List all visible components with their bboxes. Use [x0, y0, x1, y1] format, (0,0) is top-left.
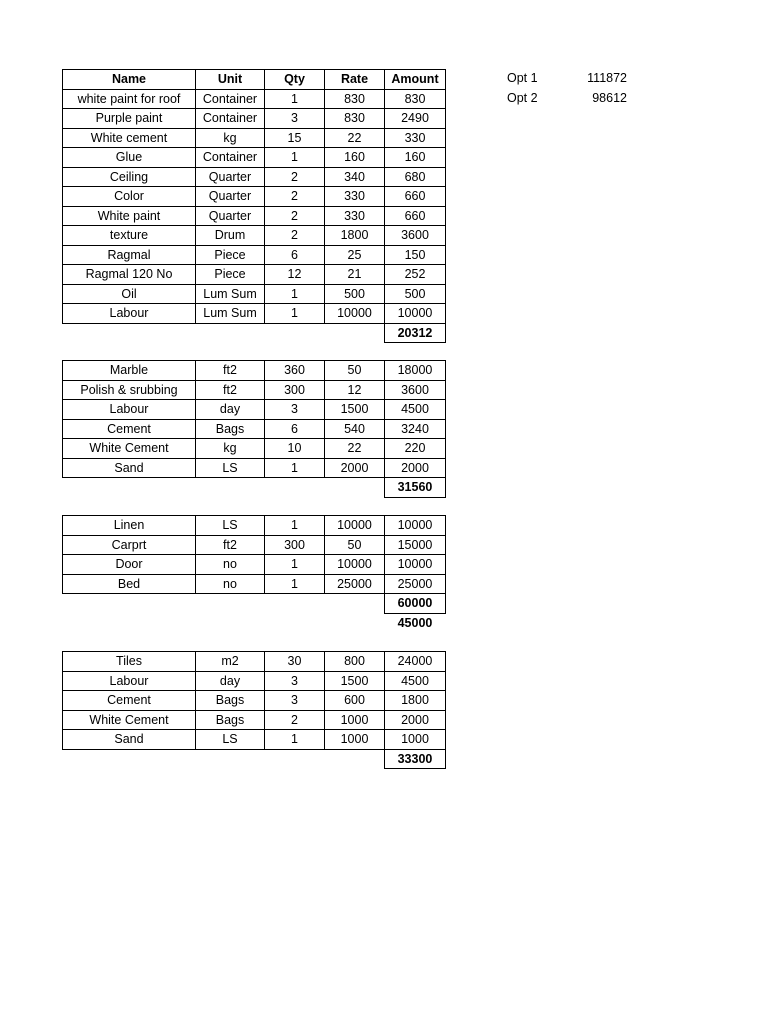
cell-rate[interactable]: 830: [325, 109, 385, 129]
empty-cell: [63, 749, 196, 769]
cell-name[interactable]: Carprt: [63, 535, 196, 555]
cell-qty[interactable]: 300: [265, 535, 325, 555]
cell-qty[interactable]: 12: [265, 265, 325, 285]
cell-amount[interactable]: 2000: [385, 458, 446, 478]
empty-cell: [196, 613, 265, 632]
cell-rate[interactable]: 600: [325, 691, 385, 711]
empty-cell: [325, 478, 385, 498]
cell-name[interactable]: Labour: [63, 671, 196, 691]
cell-rate[interactable]: 25000: [325, 574, 385, 594]
cell-amount[interactable]: 160: [385, 148, 446, 168]
cell-amount[interactable]: 10000: [385, 304, 446, 324]
cell-qty[interactable]: 3: [265, 691, 325, 711]
cell-qty[interactable]: 1: [265, 730, 325, 750]
table-row: [63, 458, 446, 478]
cell-name[interactable]: Linen: [63, 516, 196, 536]
option-row: [490, 69, 627, 89]
header-name[interactable]: Name: [63, 70, 196, 90]
cell-amount[interactable]: 2490: [385, 109, 446, 129]
header-qty[interactable]: Qty: [265, 70, 325, 90]
total-cell[interactable]: 33300: [385, 749, 446, 769]
cell-amount[interactable]: 18000: [385, 361, 446, 381]
cell-rate[interactable]: 21: [325, 265, 385, 285]
cell-unit[interactable]: no: [196, 555, 265, 575]
empty-cell: [325, 613, 385, 632]
cell-amount[interactable]: 3600: [385, 226, 446, 246]
total-row: [63, 613, 446, 632]
cell-qty[interactable]: 1: [265, 516, 325, 536]
cell-rate[interactable]: 22: [325, 128, 385, 148]
cell-qty[interactable]: 2: [265, 187, 325, 207]
table-row: [63, 691, 446, 711]
cell-name[interactable]: Labour: [63, 400, 196, 420]
cell-amount[interactable]: 150: [385, 245, 446, 265]
cell-unit[interactable]: day: [196, 400, 265, 420]
cell-rate[interactable]: 330: [325, 187, 385, 207]
cell-name[interactable]: White cement: [63, 128, 196, 148]
cell-rate[interactable]: 10000: [325, 555, 385, 575]
total-cell[interactable]: 20312: [385, 323, 446, 343]
cell-unit[interactable]: Bags: [196, 691, 265, 711]
table-row: [63, 439, 446, 459]
cell-unit[interactable]: day: [196, 671, 265, 691]
cell-qty[interactable]: 1: [265, 284, 325, 304]
empty-cell: [196, 323, 265, 343]
header-unit[interactable]: Unit: [196, 70, 265, 90]
cell-qty[interactable]: 1: [265, 304, 325, 324]
table-row: [63, 226, 446, 246]
extra-total-cell[interactable]: 45000: [397, 615, 433, 630]
table-row: [63, 400, 446, 420]
cell-qty[interactable]: 6: [265, 245, 325, 265]
table-row: [63, 574, 446, 594]
cell-qty[interactable]: 1: [265, 574, 325, 594]
cell-amount[interactable]: 500: [385, 284, 446, 304]
cell-name[interactable]: White paint: [63, 206, 196, 226]
empty-cell: [325, 749, 385, 769]
cell-amount[interactable]: 10000: [385, 516, 446, 536]
cell-name[interactable]: Cement: [63, 419, 196, 439]
empty-cell: [63, 478, 196, 498]
cell-unit[interactable]: Drum: [196, 226, 265, 246]
cell-name[interactable]: Glue: [63, 148, 196, 168]
cell-amount[interactable]: 25000: [385, 574, 446, 594]
table-row: [63, 206, 446, 226]
table-row: [63, 304, 446, 324]
cell-name[interactable]: Color: [63, 187, 196, 207]
cell-rate[interactable]: 2000: [325, 458, 385, 478]
cell-qty[interactable]: 300: [265, 380, 325, 400]
cell-rate[interactable]: 1500: [325, 671, 385, 691]
table-row: [63, 128, 446, 148]
cell-rate[interactable]: 10000: [325, 304, 385, 324]
options-summary: [490, 69, 627, 108]
table-row: [63, 516, 446, 536]
cell-qty[interactable]: 2: [265, 206, 325, 226]
table-row: [63, 167, 446, 187]
total-row: [63, 323, 446, 343]
cell-name[interactable]: Sand: [63, 458, 196, 478]
cell-amount[interactable]: 1000: [385, 730, 446, 750]
cell-name[interactable]: Tiles: [63, 652, 196, 672]
table-row: [63, 671, 446, 691]
cell-amount[interactable]: 15000: [385, 535, 446, 555]
cell-unit[interactable]: Container: [196, 89, 265, 109]
cell-amount[interactable]: 252: [385, 265, 446, 285]
option-label[interactable]: Opt 2: [507, 90, 538, 105]
cell-rate[interactable]: 1500: [325, 400, 385, 420]
table-body: [63, 516, 446, 633]
cell-unit[interactable]: Quarter: [196, 167, 265, 187]
cell-qty[interactable]: 2: [265, 167, 325, 187]
table-row: [63, 535, 446, 555]
cell-unit[interactable]: LS: [196, 730, 265, 750]
table-row: [63, 187, 446, 207]
cell-rate[interactable]: 22: [325, 439, 385, 459]
option-value[interactable]: 111872: [587, 71, 627, 85]
total-row: [63, 594, 446, 614]
cell-name[interactable]: Sand: [63, 730, 196, 750]
cell-unit[interactable]: Lum Sum: [196, 304, 265, 324]
cell-rate[interactable]: 540: [325, 419, 385, 439]
empty-cell: [196, 594, 265, 614]
empty-cell: [63, 613, 196, 632]
cell-unit[interactable]: kg: [196, 128, 265, 148]
table-row: [63, 148, 446, 168]
option-row: [490, 89, 627, 109]
option-value[interactable]: 98612: [592, 90, 627, 105]
cell-name[interactable]: texture: [63, 226, 196, 246]
cell-amount[interactable]: 1800: [385, 691, 446, 711]
cell-qty[interactable]: 1: [265, 148, 325, 168]
cell-qty[interactable]: 360: [265, 361, 325, 381]
cell-unit[interactable]: Bags: [196, 710, 265, 730]
cell-unit[interactable]: LS: [196, 516, 265, 536]
table-row: [63, 419, 446, 439]
total-cell[interactable]: 60000: [385, 594, 446, 614]
total-cell[interactable]: 31560: [385, 478, 446, 498]
cell-unit[interactable]: LS: [196, 458, 265, 478]
cell-rate[interactable]: 25: [325, 245, 385, 265]
materials-table-furnishing: [62, 515, 446, 632]
empty-cell: [63, 323, 196, 343]
cell-name[interactable]: Marble: [63, 361, 196, 381]
cell-name[interactable]: Ceiling: [63, 167, 196, 187]
table-body: [63, 361, 446, 498]
cell-qty[interactable]: 15: [265, 128, 325, 148]
cell-unit[interactable]: ft2: [196, 535, 265, 555]
cell-qty[interactable]: 2: [265, 226, 325, 246]
cell-amount[interactable]: 4500: [385, 671, 446, 691]
table-row: [63, 380, 446, 400]
empty-cell: [325, 594, 385, 614]
table-row: [63, 710, 446, 730]
header-rate[interactable]: Rate: [325, 70, 385, 90]
cell-unit[interactable]: Piece: [196, 265, 265, 285]
cell-qty[interactable]: 30: [265, 652, 325, 672]
cell-amount[interactable]: 3600: [385, 380, 446, 400]
cell-qty[interactable]: 3: [265, 671, 325, 691]
cell-name[interactable]: White Cement: [63, 439, 196, 459]
cell-rate[interactable]: 1800: [325, 226, 385, 246]
header-row: [63, 70, 446, 90]
cell-qty[interactable]: 6: [265, 419, 325, 439]
cell-amount[interactable]: 4500: [385, 400, 446, 420]
header-amount[interactable]: Amount: [385, 70, 446, 90]
table-row: [63, 89, 446, 109]
cell-unit[interactable]: Quarter: [196, 206, 265, 226]
cell-amount[interactable]: 680: [385, 167, 446, 187]
table-row: [63, 109, 446, 129]
cell-unit[interactable]: Container: [196, 148, 265, 168]
cell-name[interactable]: Oil: [63, 284, 196, 304]
cell-rate[interactable]: 160: [325, 148, 385, 168]
cell-rate[interactable]: 340: [325, 167, 385, 187]
cell-rate[interactable]: 830: [325, 89, 385, 109]
empty-cell: [265, 613, 325, 632]
cell-name[interactable]: Bed: [63, 574, 196, 594]
cell-rate[interactable]: 10000: [325, 516, 385, 536]
cell-amount[interactable]: 830: [385, 89, 446, 109]
cell-unit[interactable]: m2: [196, 652, 265, 672]
table-body: [63, 652, 446, 769]
table-row: [63, 361, 446, 381]
empty-cell: [196, 749, 265, 769]
materials-table-tiles: [62, 651, 446, 769]
cell-unit[interactable]: Piece: [196, 245, 265, 265]
table-row: [63, 265, 446, 285]
cell-amount[interactable]: 330: [385, 128, 446, 148]
cell-rate[interactable]: 12: [325, 380, 385, 400]
cell-amount[interactable]: 3240: [385, 419, 446, 439]
cell-unit[interactable]: Quarter: [196, 187, 265, 207]
cell-amount[interactable]: 2000: [385, 710, 446, 730]
cell-unit[interactable]: ft2: [196, 380, 265, 400]
cell-name[interactable]: White Cement: [63, 710, 196, 730]
cell-qty[interactable]: 3: [265, 109, 325, 129]
cell-name[interactable]: Ragmal 120 No: [63, 265, 196, 285]
cell-unit[interactable]: ft2: [196, 361, 265, 381]
cell-name[interactable]: Purple paint: [63, 109, 196, 129]
table-row: [63, 652, 446, 672]
cell-name[interactable]: Polish & srubbing: [63, 380, 196, 400]
cell-name[interactable]: white paint for roof: [63, 89, 196, 109]
cell-rate[interactable]: 1000: [325, 710, 385, 730]
table-row: [63, 555, 446, 575]
empty-cell: [63, 594, 196, 614]
cell-qty[interactable]: 1: [265, 458, 325, 478]
total-row: [63, 749, 446, 769]
cell-name[interactable]: Labour: [63, 304, 196, 324]
empty-cell: [265, 478, 325, 498]
option-label[interactable]: Opt 1: [507, 71, 538, 85]
empty-cell: [325, 323, 385, 343]
cell-qty[interactable]: 2: [265, 710, 325, 730]
cell-amount[interactable]: 10000: [385, 555, 446, 575]
table-row: [63, 730, 446, 750]
cell-name[interactable]: Ragmal: [63, 245, 196, 265]
cell-name[interactable]: Door: [63, 555, 196, 575]
table-body: [63, 70, 446, 343]
cell-rate[interactable]: 50: [325, 535, 385, 555]
cell-unit[interactable]: kg: [196, 439, 265, 459]
cell-unit[interactable]: Bags: [196, 419, 265, 439]
empty-cell: [265, 594, 325, 614]
cell-unit[interactable]: Lum Sum: [196, 284, 265, 304]
cell-amount[interactable]: 660: [385, 206, 446, 226]
materials-table-painting: [62, 69, 446, 343]
empty-cell: [265, 323, 325, 343]
total-row: [63, 478, 446, 498]
cell-rate[interactable]: 50: [325, 361, 385, 381]
cell-amount[interactable]: 24000: [385, 652, 446, 672]
cell-qty[interactable]: 3: [265, 400, 325, 420]
cell-qty[interactable]: 1: [265, 89, 325, 109]
cell-qty[interactable]: 10: [265, 439, 325, 459]
cell-rate[interactable]: 500: [325, 284, 385, 304]
cell-rate[interactable]: 800: [325, 652, 385, 672]
materials-table-marble: [62, 360, 446, 498]
cell-unit[interactable]: no: [196, 574, 265, 594]
cell-unit[interactable]: Container: [196, 109, 265, 129]
empty-cell: [265, 749, 325, 769]
cell-amount[interactable]: 660: [385, 187, 446, 207]
cell-name[interactable]: Cement: [63, 691, 196, 711]
cell-qty[interactable]: 1: [265, 555, 325, 575]
empty-cell: [196, 478, 265, 498]
table-row: [63, 245, 446, 265]
cell-rate[interactable]: 330: [325, 206, 385, 226]
cell-rate[interactable]: 1000: [325, 730, 385, 750]
table-row: [63, 284, 446, 304]
cell-amount[interactable]: 220: [385, 439, 446, 459]
